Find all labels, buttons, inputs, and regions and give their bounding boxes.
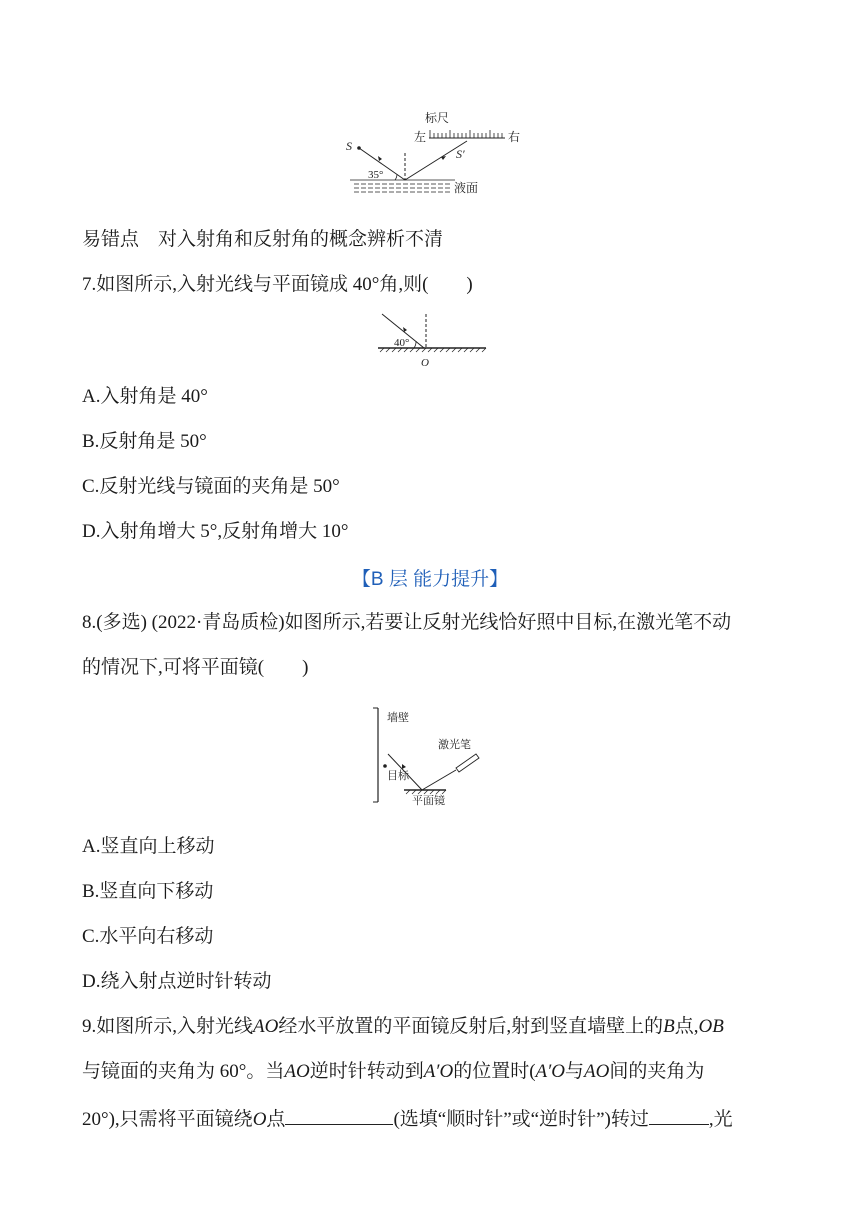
ray-a-prime-o: A′O [423, 1061, 454, 1082]
point-o-label: O [421, 357, 429, 369]
figure-q7-mirror [376, 310, 488, 370]
q7-option-c: C.反射光线与镜面的夹角是 50° [82, 476, 340, 497]
q9-text: 9.如图所示,入射光线 [82, 1016, 254, 1037]
q8-option-b: B.竖直向下移动 [82, 881, 214, 902]
ruler-left-label: 左 [414, 130, 427, 144]
ray-ob: OB [698, 1016, 724, 1037]
q9-text: 间的夹角为 [609, 1061, 705, 1082]
mirror-label: 平面镜 [412, 795, 445, 806]
point-b: B [663, 1016, 675, 1037]
section-b-title: 【B 层 能力提升】 [351, 569, 509, 590]
liquid-surface [350, 180, 455, 192]
q9-line3 [82, 1104, 733, 1133]
q8-stem-line2: 的情况下,可将平面镜( ) [82, 657, 309, 678]
laser-label: 激光笔 [438, 739, 471, 751]
figure-liquid-surface [340, 108, 540, 200]
q9-text: 的位置时( [453, 1061, 536, 1082]
answer-blank-direction[interactable] [285, 1104, 393, 1125]
angle-40-label: 40° [394, 337, 410, 349]
q9-line2 [82, 1059, 704, 1085]
ray-ao: AO [253, 1016, 279, 1037]
q9-line1 [82, 1014, 724, 1040]
q7-option-d: D.入射角增大 5°,反射角增大 10° [82, 521, 349, 542]
ray-ao: AO [284, 1061, 310, 1082]
q7-option-a: A.入射角是 40° [82, 386, 208, 407]
laser-pen [456, 754, 479, 772]
target-point [383, 764, 387, 768]
q9-text: 20°),只需将平面镜绕 [82, 1109, 253, 1130]
q7-stem: 7.如图所示,入射光线与平面镜成 40°角,则( ) [82, 274, 473, 295]
error-point-heading: 易错点 对入射角和反射角的概念辨析不清 [82, 229, 444, 250]
ray-a-prime-o: A′O [535, 1061, 565, 1082]
point-s-label: S [346, 139, 352, 153]
q9-text: (选填“顺时针”或“逆时针”)转过 [393, 1109, 649, 1130]
q9-text: 点 [266, 1109, 286, 1130]
q9-text: ,光 [708, 1109, 733, 1130]
ruler-right-label: 右 [508, 130, 521, 144]
ruler-ticks [430, 130, 502, 138]
q8-option-a: A.竖直向上移动 [82, 836, 215, 857]
figure-q8-wall-mirror [370, 704, 500, 806]
answer-blank-angle[interactable] [649, 1104, 709, 1125]
target-label: 目标 [387, 770, 409, 782]
q9-text: 逆时针转动到 [309, 1061, 424, 1082]
q9-text: 与 [565, 1061, 585, 1082]
q8-option-c: C.水平向右移动 [82, 926, 214, 947]
q9-text: 与镜面的夹角为 60°。当 [82, 1061, 285, 1082]
q7-option-b: B.反射角是 50° [82, 431, 207, 452]
q8-option-d: D.绕入射点逆时针转动 [82, 971, 272, 992]
angle-35-label: 35° [368, 169, 384, 181]
q8-stem-line1: 8.(多选) (2022·青岛质检)如图所示,若要让反射光线恰好照中目标,在激光笔不动 [82, 612, 732, 633]
ray-ao: AO [584, 1061, 610, 1082]
liquid-surface-label: 液面 [454, 181, 479, 195]
wall-label: 墙壁 [387, 712, 409, 724]
q9-text: 经水平放置的平面镜反射后,射到竖直墙壁上的 [278, 1016, 664, 1037]
ruler-label: 标尺 [425, 111, 450, 125]
q9-text: 点, [674, 1016, 699, 1037]
point-o: O [252, 1109, 267, 1130]
point-s-prime-label: S′ [456, 147, 465, 161]
